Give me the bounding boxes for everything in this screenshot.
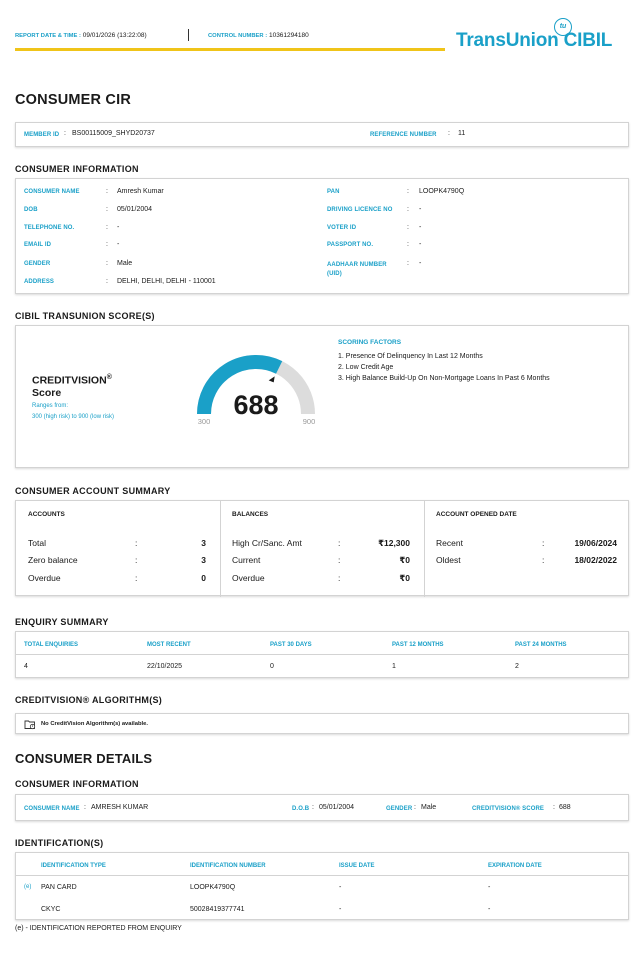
telephone-label: TELEPHONE NO.: [24, 225, 75, 231]
id-number-value: LOOPK4790Q: [190, 884, 236, 891]
score-min: 300: [197, 417, 211, 426]
address-label: ADDRESS: [24, 279, 55, 285]
member-id-value: BS00115009_SHYD20737: [72, 130, 155, 137]
aadhaar-value: -: [419, 260, 422, 267]
header-divider: [188, 29, 189, 41]
details-name-value: AMRESH KUMAR: [91, 804, 149, 811]
member-id-colon: :: [64, 130, 66, 137]
details-gender-value: Male: [421, 804, 437, 811]
consumer-name-value: Amresh Kumar: [117, 188, 164, 195]
consumer-information-box: [15, 178, 629, 294]
dob-label: DOB: [24, 207, 38, 213]
opened-oldest-value: 18/02/2022: [574, 555, 617, 565]
consumer-details-box: [15, 794, 629, 821]
info-colon: :: [407, 206, 409, 213]
accounts-zero-value: 3: [201, 555, 206, 565]
info-colon: :: [106, 260, 108, 267]
enquiry-marker: (e): [24, 884, 32, 890]
aadhaar-label: AADHAAR NUMBER (UID): [327, 262, 387, 277]
gauge-pointer-icon: [269, 376, 275, 382]
opened-oldest-label: Oldest: [436, 555, 461, 565]
column-divider: [424, 501, 425, 597]
page-title: CONSUMER CIR: [15, 92, 131, 108]
id-number-value: 50028419377741: [190, 906, 245, 913]
info-colon: :: [407, 260, 409, 267]
details-colon: :: [553, 804, 555, 811]
details-dob-label: D.O.B: [292, 806, 310, 812]
balances-overdue-label: Overdue: [232, 573, 265, 583]
account-summary-box: [15, 500, 629, 596]
report-header: [0, 0, 642, 70]
identification-footnote: (e) - IDENTIFICATION REPORTED FROM ENQUIRY: [15, 925, 182, 932]
voter-id-label: VOTER ID: [327, 225, 357, 231]
enquiry-col-24m: PAST 24 MONTHS: [515, 642, 567, 648]
tu-badge-icon: tu: [554, 18, 572, 36]
accounts-total-label: Total: [28, 538, 46, 548]
info-colon: :: [407, 224, 409, 231]
id-expiry-value: -: [488, 884, 491, 891]
driving-licence-label: DRIVING LICENCE NO: [327, 207, 393, 213]
id-col-expiry: EXPIRATION DATE: [488, 863, 542, 869]
opened-recent-value: 19/06/2024: [574, 538, 617, 548]
balances-current-label: Current: [232, 555, 261, 565]
ranges-value: 300 (high risk) to 900 (low risk): [32, 414, 115, 420]
reference-number-value: 11: [458, 130, 466, 137]
member-id-label: MEMBER ID: [24, 132, 60, 138]
enquiry-col-total: TOTAL ENQUIRIES: [24, 642, 79, 648]
info-colon: :: [407, 188, 409, 195]
balances-current-value: ₹0: [399, 555, 410, 565]
algorithms-message: No CreditVision Algorithm(s) available.: [41, 721, 148, 727]
scoring-factor-3: 3. High Balance Build-Up On Non-Mortgage Loans In Past 6 Months: [338, 375, 550, 382]
id-col-type: IDENTIFICATION TYPE: [41, 863, 106, 869]
details-colon: :: [414, 804, 416, 811]
enquiry-col-30: PAST 30 DAYS: [270, 642, 312, 648]
report-date-label: REPORT DATE & TIME :: [15, 33, 81, 39]
enquiry-summary-heading: ENQUIRY SUMMARY: [15, 617, 109, 627]
logo-text: TransUnion CIBIL: [456, 30, 613, 51]
enquiry-12m-value: 1: [392, 663, 396, 670]
id-expiry-value: -: [488, 906, 491, 913]
score-section-heading: CIBIL TRANSUNION SCORE(S): [15, 311, 155, 321]
balances-title: BALANCES: [232, 511, 269, 518]
transunion-cibil-logo: [456, 18, 636, 58]
enquiry-col-recent: MOST RECENT: [147, 642, 191, 648]
id-type-value: PAN CARD: [41, 884, 77, 891]
accounts-title: ACCOUNTS: [28, 511, 65, 518]
accounts-total-value: 3: [201, 538, 206, 548]
enquiry-recent-value: 22/10/2025: [147, 663, 183, 670]
summary-colon: :: [135, 555, 138, 565]
reference-number-label: REFERENCE NUMBER: [370, 132, 437, 138]
details-colon: :: [312, 804, 314, 811]
summary-colon: :: [338, 555, 341, 565]
control-number-label: CONTROL NUMBER :: [208, 33, 268, 39]
control-number-value: 10361294180: [267, 32, 309, 39]
header-underline: [15, 48, 445, 51]
summary-colon: :: [338, 573, 341, 583]
enquiry-total-value: 4: [24, 663, 28, 670]
id-issue-value: -: [339, 884, 342, 891]
consumer-information-heading: CONSUMER INFORMATION: [15, 164, 139, 174]
driving-licence-value: -: [419, 206, 422, 213]
id-col-number: IDENTIFICATION NUMBER: [190, 863, 266, 869]
reference-colon: :: [448, 130, 450, 137]
table-divider: [16, 875, 628, 876]
summary-colon: :: [542, 555, 545, 565]
accounts-overdue-value: 0: [201, 573, 206, 583]
details-name-label: CONSUMER NAME: [24, 806, 80, 812]
scoring-factor-1: 1. Presence Of Delinquency In Last 12 Months: [338, 353, 483, 360]
column-divider: [220, 501, 221, 597]
summary-colon: :: [135, 573, 138, 583]
consumer-details-heading: CONSUMER DETAILS: [15, 751, 153, 766]
summary-colon: :: [135, 538, 138, 548]
id-col-issue: ISSUE DATE: [339, 863, 375, 869]
email-value: -: [117, 241, 120, 248]
account-summary-heading: CONSUMER ACCOUNT SUMMARY: [15, 486, 171, 496]
identification-table: [15, 852, 629, 920]
creditvision-title: [32, 374, 112, 387]
score-box: [15, 325, 629, 468]
info-colon: :: [106, 188, 108, 195]
details-dob-value: 05/01/2004: [319, 804, 355, 811]
summary-colon: :: [542, 538, 545, 548]
pan-value: LOOPK4790Q: [419, 188, 465, 195]
info-colon: :: [106, 206, 108, 213]
gender-value: Male: [117, 260, 133, 267]
identification-heading: IDENTIFICATION(S): [15, 838, 104, 848]
consumer-details-info-heading: CONSUMER INFORMATION: [15, 779, 139, 789]
accounts-zero-label: Zero balance: [28, 555, 78, 565]
creditvision-name: CREDITVISION: [32, 374, 107, 387]
opened-recent-label: Recent: [436, 538, 463, 548]
ranges-label: Ranges from:: [32, 403, 69, 409]
scoring-factor-2: 2. Low Credit Age: [338, 364, 394, 371]
enquiry-col-12m: PAST 12 MONTHS: [392, 642, 444, 648]
pan-label: PAN: [327, 189, 340, 195]
passport-value: -: [419, 241, 422, 248]
telephone-value: -: [117, 224, 120, 231]
control-number: [208, 32, 309, 39]
balances-high-value: ₹12,300: [378, 538, 410, 548]
registered-mark: ®: [106, 374, 112, 381]
folder-icon: [24, 719, 36, 730]
email-label: EMAIL ID: [24, 242, 52, 248]
algorithms-heading: CREDITVISION® ALGORITHM(S): [15, 695, 163, 705]
consumer-name-label: CONSUMER NAME: [24, 189, 80, 195]
info-colon: :: [407, 241, 409, 248]
member-box: [15, 122, 629, 147]
creditvision-sub: Score: [32, 387, 62, 399]
enquiry-24m-value: 2: [515, 663, 519, 670]
enquiry-30-value: 0: [270, 663, 274, 670]
voter-id-value: -: [419, 224, 422, 231]
table-divider: [16, 654, 628, 655]
dob-value: 05/01/2004: [117, 206, 153, 213]
balances-overdue-value: ₹0: [399, 573, 410, 583]
accounts-overdue-label: Overdue: [28, 573, 61, 583]
passport-label: PASSPORT NO.: [327, 242, 374, 248]
summary-colon: :: [338, 538, 341, 548]
details-colon: :: [84, 804, 86, 811]
id-type-value: CKYC: [41, 906, 61, 913]
opened-title: ACCOUNT OPENED DATE: [436, 511, 517, 518]
info-colon: :: [106, 278, 108, 285]
info-colon: :: [106, 224, 108, 231]
address-value: DELHI, DELHI, DELHI - 110001: [117, 278, 216, 285]
score-max: 900: [302, 417, 316, 426]
enquiry-summary-table: [15, 631, 629, 678]
details-score-value: 688: [559, 804, 571, 811]
report-date-value: 09/01/2026 (13:22:08): [80, 32, 147, 39]
gender-label: GENDER: [24, 261, 51, 267]
score-gauge: [196, 352, 320, 426]
balances-high-label: High Cr/Sanc. Amt: [232, 538, 302, 548]
info-colon: :: [106, 241, 108, 248]
report-date: [15, 32, 147, 39]
details-gender-label: GENDER: [386, 806, 413, 812]
id-issue-value: -: [339, 906, 342, 913]
details-score-label: CREDITVISION® SCORE: [472, 806, 544, 812]
scoring-factors-heading: SCORING FACTORS: [338, 339, 402, 346]
algorithms-box: [15, 713, 629, 734]
score-value: 688: [233, 390, 279, 420]
